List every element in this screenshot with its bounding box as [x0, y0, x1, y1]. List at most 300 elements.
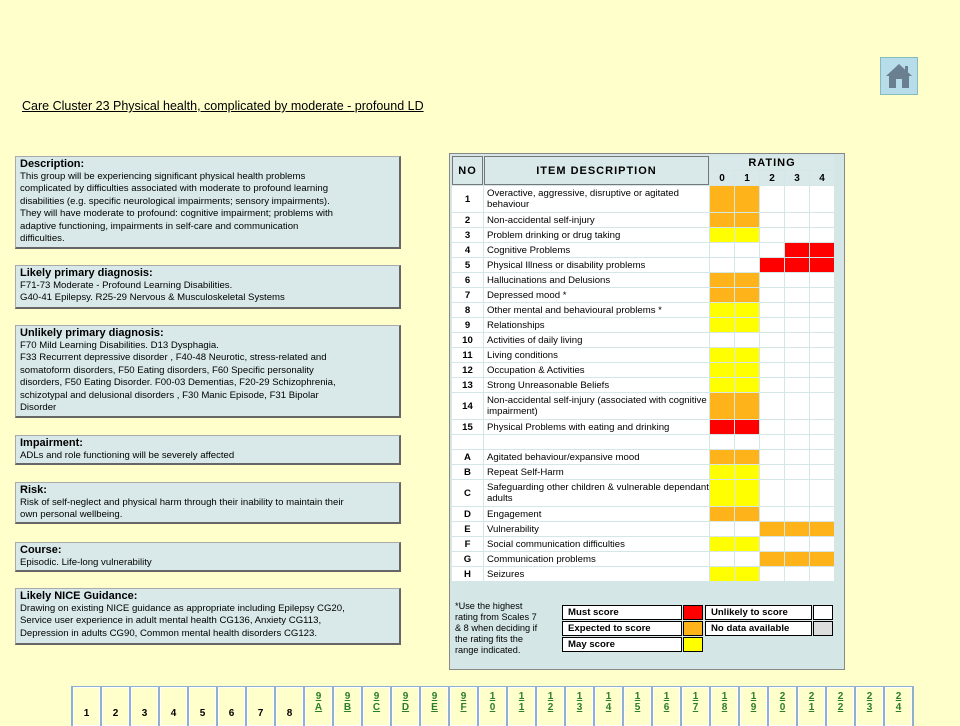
item-description: Physical Illness or disability problems — [484, 258, 709, 272]
rating-cell-yellow — [710, 228, 734, 242]
item-number: D — [452, 507, 483, 521]
nav-link-23[interactable] — [856, 687, 883, 726]
nav-link-bottom: 7 — [692, 702, 699, 713]
nav-link-9F[interactable] — [450, 687, 477, 726]
rating-cell-yellow — [735, 480, 759, 506]
unlikely-diagnosis-box — [15, 325, 401, 418]
box-heading: Likely NICE Guidance: — [20, 590, 138, 602]
rating-level-0: 0 — [710, 171, 734, 185]
nav-link-bottom: 1 — [808, 702, 815, 713]
rating-cell-white — [760, 378, 784, 392]
nav-link-bottom: 0 — [489, 702, 496, 713]
item-description: Physical Problems with eating and drinking — [484, 420, 709, 434]
item-number: G — [452, 552, 483, 566]
rating-cell-white — [735, 522, 759, 536]
cluster-nav-bar — [71, 686, 914, 726]
rating-note: *Use the highest rating from Scales 7 & 8 when deciding if the rating fits the range indicated. — [455, 601, 538, 655]
rating-cell-white — [760, 450, 784, 464]
item-description: Hallucinations and Delusions — [484, 273, 709, 287]
rating-cell-orange — [785, 522, 809, 536]
box-text: This group will be experiencing significant physical health problems complicated by difficulties associated with moderate to profound learning disabilities (e.g. specific neurological impairments; sensory impairments). They will have moderate to profound: cognitive impairment; problems with adaptive functioning, impairments in self-care and communication difficulties. — [20, 171, 334, 245]
nav-link-6[interactable] — [218, 687, 245, 726]
nav-link-19[interactable] — [740, 687, 767, 726]
rating-cell-yellow — [710, 303, 734, 317]
nav-link-label: 7 — [257, 708, 264, 719]
rating-cell-white — [710, 333, 734, 347]
course-box — [15, 542, 401, 572]
rating-cell-white — [810, 420, 834, 434]
nav-link-top: 1 — [663, 691, 670, 702]
rating-cell-white — [710, 435, 734, 449]
rating-cell-yellow — [710, 537, 734, 551]
rating-cell-white — [810, 480, 834, 506]
rating-cell-white — [810, 213, 834, 227]
nav-link-bottom: 3 — [576, 702, 583, 713]
item-description: Problem drinking or drug taking — [484, 228, 709, 242]
nav-link-top: 9 — [402, 691, 409, 702]
rating-cell-orange — [710, 186, 734, 212]
item-number: 7 — [452, 288, 483, 302]
nav-link-bottom: 1 — [518, 702, 525, 713]
nav-link-2[interactable] — [102, 687, 129, 726]
item-description: Cognitive Problems — [484, 243, 709, 257]
table-row — [452, 567, 834, 581]
rating-cell-red — [785, 243, 809, 257]
rating-cell-white — [785, 480, 809, 506]
table-row — [452, 303, 834, 317]
nav-link-9C[interactable] — [363, 687, 390, 726]
box-heading: Likely primary diagnosis: — [20, 267, 153, 279]
nav-link-label: 8 — [286, 708, 293, 719]
box-heading: Risk: — [20, 484, 47, 496]
rating-cell-white — [710, 243, 734, 257]
rating-cell-white — [785, 378, 809, 392]
nav-link-3[interactable] — [131, 687, 158, 726]
rating-cell-orange — [735, 450, 759, 464]
rating-cell-white — [810, 450, 834, 464]
nav-link-top: 2 — [779, 691, 786, 702]
nav-link-8[interactable] — [276, 687, 303, 726]
nav-link-top: 9 — [344, 691, 351, 702]
item-description: Strong Unreasonable Beliefs — [484, 378, 709, 392]
rating-cell-white — [760, 228, 784, 242]
impairment-box — [15, 435, 401, 465]
rating-cell-white — [785, 186, 809, 212]
table-row — [452, 435, 834, 449]
rating-cell-white — [810, 333, 834, 347]
item-number: 3 — [452, 228, 483, 242]
nav-link-bottom: 5 — [634, 702, 641, 713]
rating-cell-orange — [710, 213, 734, 227]
item-number: 14 — [452, 393, 483, 419]
rating-cell-orange — [810, 552, 834, 566]
item-description: Relationships — [484, 318, 709, 332]
rating-cell-yellow — [735, 363, 759, 377]
rating-cell-yellow — [710, 363, 734, 377]
rating-cell-yellow — [735, 303, 759, 317]
rating-cell-white — [810, 435, 834, 449]
nav-link-bottom: 2 — [547, 702, 554, 713]
rating-cell-white — [760, 567, 784, 581]
rating-cell-white — [785, 318, 809, 332]
legend-may: May score — [562, 637, 682, 652]
rating-cell-white — [785, 435, 809, 449]
rating-cell-white — [760, 480, 784, 506]
table-row — [452, 186, 834, 212]
rating-cell-white — [760, 348, 784, 362]
box-text: Drawing on existing NICE guidance as appropriate including Epilepsy CG20, Service user experience in adult mental health CG136, Anxiety CG113, Depression in adults CG90, Common mental health disorders CG123. — [20, 603, 345, 639]
rating-cell-white — [810, 465, 834, 479]
rating-cell-red — [810, 243, 834, 257]
item-description: Living conditions — [484, 348, 709, 362]
risk-box — [15, 482, 401, 524]
nav-link-bottom: 4 — [605, 702, 612, 713]
rating-cell-white — [710, 552, 734, 566]
rating-cell-white — [785, 393, 809, 419]
item-number: 11 — [452, 348, 483, 362]
header-no: NO — [452, 156, 483, 185]
item-number: 13 — [452, 378, 483, 392]
nav-link-top: 1 — [576, 691, 583, 702]
rating-cell-white — [785, 333, 809, 347]
box-text: ADLs and role functioning will be severely affected — [20, 450, 235, 461]
rating-cell-white — [760, 507, 784, 521]
nav-link-top: 9 — [373, 691, 380, 702]
nav-link-13[interactable] — [566, 687, 593, 726]
rating-cell-white — [760, 303, 784, 317]
rating-level-1: 1 — [735, 171, 759, 185]
nav-link-11[interactable] — [508, 687, 535, 726]
header-rating: RATING — [710, 156, 834, 170]
rating-cell-orange — [760, 552, 784, 566]
rating-cell-red — [810, 258, 834, 272]
rating-cell-white — [810, 303, 834, 317]
nav-link-bottom: 9 — [750, 702, 757, 713]
rating-cell-white — [785, 567, 809, 581]
item-description: Occupation & Activities — [484, 363, 709, 377]
legend-expected-swatch — [683, 621, 703, 636]
nav-link-label: 3 — [141, 708, 148, 719]
table-row — [452, 273, 834, 287]
rating-cell-orange — [735, 393, 759, 419]
item-number: 15 — [452, 420, 483, 434]
rating-cell-orange — [760, 522, 784, 536]
nav-link-bottom: 8 — [721, 702, 728, 713]
nav-link-22[interactable] — [827, 687, 854, 726]
table-row — [452, 243, 834, 257]
rating-cell-white — [810, 288, 834, 302]
nav-link-bottom: B — [343, 702, 352, 713]
nav-link-label: 4 — [170, 708, 177, 719]
nav-link-bottom: 4 — [895, 702, 902, 713]
nav-link-label: 6 — [228, 708, 235, 719]
nav-link-top: 1 — [692, 691, 699, 702]
box-heading: Impairment: — [20, 437, 83, 449]
rating-cell-white — [810, 348, 834, 362]
home-icon — [881, 58, 917, 94]
table-row — [452, 393, 834, 419]
rating-cell-white — [810, 378, 834, 392]
nav-link-9E[interactable] — [421, 687, 448, 726]
rating-cell-orange — [735, 288, 759, 302]
item-description: Overactive, aggressive, disruptive or agitated behaviour — [484, 186, 709, 212]
nav-link-9B[interactable] — [334, 687, 361, 726]
rating-level-4: 4 — [810, 171, 834, 185]
rating-cell-white — [810, 318, 834, 332]
legend-must-swatch — [683, 605, 703, 620]
rating-cell-white — [785, 348, 809, 362]
nav-link-14[interactable] — [595, 687, 622, 726]
item-number: C — [452, 480, 483, 506]
table-row — [452, 363, 834, 377]
table-row — [452, 522, 834, 536]
item-description: Activities of daily living — [484, 333, 709, 347]
nav-link-bottom: 2 — [837, 702, 844, 713]
rating-cell-yellow — [710, 465, 734, 479]
table-row — [452, 537, 834, 551]
nav-link-5[interactable] — [189, 687, 216, 726]
nav-link-top: 2 — [895, 691, 902, 702]
rating-cell-white — [810, 363, 834, 377]
item-number: 10 — [452, 333, 483, 347]
nav-link-bottom: A — [314, 702, 323, 713]
nav-link-top: 1 — [605, 691, 612, 702]
rating-cell-white — [810, 507, 834, 521]
rating-cell-white — [785, 450, 809, 464]
legend-unlikely: Unlikely to score — [705, 605, 812, 620]
rating-cell-white — [760, 537, 784, 551]
item-number: A — [452, 450, 483, 464]
item-description: Non-accidental self-injury (associated with cognitive impairment) — [484, 393, 709, 419]
rating-cell-yellow — [710, 348, 734, 362]
box-text: Episodic. Life-long vulnerability — [20, 557, 152, 568]
rating-cell-white — [735, 435, 759, 449]
nav-link-top: 2 — [808, 691, 815, 702]
rating-cell-red — [785, 258, 809, 272]
table-row — [452, 480, 834, 506]
rating-cell-red — [710, 420, 734, 434]
rating-cell-yellow — [735, 348, 759, 362]
nav-link-9D[interactable] — [392, 687, 419, 726]
likely-diagnosis-box — [15, 265, 401, 309]
rating-cell-red — [735, 420, 759, 434]
item-description: Safeguarding other children & vulnerable dependant adults — [484, 480, 709, 506]
item-number: H — [452, 567, 483, 581]
rating-cell-yellow — [710, 567, 734, 581]
nav-link-top: 1 — [634, 691, 641, 702]
nav-link-top: 9 — [315, 691, 322, 702]
nav-link-top: 2 — [866, 691, 873, 702]
rating-cell-white — [760, 333, 784, 347]
rating-cell-yellow — [735, 228, 759, 242]
item-description: Engagement — [484, 507, 709, 521]
description-box — [15, 156, 401, 249]
nav-link-label: 2 — [112, 708, 119, 719]
item-number: 6 — [452, 273, 483, 287]
rating-cell-orange — [710, 393, 734, 419]
rating-cell-white — [735, 333, 759, 347]
rating-cell-white — [810, 273, 834, 287]
rating-cell-orange — [785, 552, 809, 566]
rating-cell-white — [735, 552, 759, 566]
table-row — [452, 258, 834, 272]
item-description: Seizures — [484, 567, 709, 581]
rating-cell-orange — [710, 450, 734, 464]
item-description: Social communication difficulties — [484, 537, 709, 551]
item-number: 9 — [452, 318, 483, 332]
nav-link-9A[interactable] — [305, 687, 332, 726]
rating-cell-white — [810, 567, 834, 581]
rating-table — [451, 155, 835, 582]
nav-link-bottom: E — [431, 702, 438, 713]
rating-cell-yellow — [710, 378, 734, 392]
rating-cell-orange — [735, 273, 759, 287]
box-text: F71-73 Moderate - Profound Learning Disabilities. G40-41 Epilepsy. R25-29 Nervous & Musculoskeletal Systems — [20, 280, 285, 304]
rating-cell-white — [760, 318, 784, 332]
item-number: B — [452, 465, 483, 479]
rating-cell-white — [785, 537, 809, 551]
item-number: 5 — [452, 258, 483, 272]
rating-cell-orange — [810, 522, 834, 536]
rating-level-2: 2 — [760, 171, 784, 185]
rating-cell-white — [760, 465, 784, 479]
rating-cell-white — [785, 213, 809, 227]
rating-cell-white — [810, 186, 834, 212]
item-number: E — [452, 522, 483, 536]
nav-link-17[interactable] — [682, 687, 709, 726]
rating-cell-white — [760, 186, 784, 212]
rating-cell-white — [760, 420, 784, 434]
item-number — [452, 435, 483, 449]
home-button[interactable] — [880, 57, 918, 95]
nav-link-top: 1 — [721, 691, 728, 702]
rating-cell-white — [785, 273, 809, 287]
box-heading: Description: — [20, 158, 85, 170]
rating-cell-yellow — [710, 318, 734, 332]
rating-cell-yellow — [710, 480, 734, 506]
item-number: 2 — [452, 213, 483, 227]
nav-link-label: 5 — [199, 708, 206, 719]
nav-link-20[interactable] — [769, 687, 796, 726]
legend-expected: Expected to score — [562, 621, 682, 636]
rating-cell-white — [785, 228, 809, 242]
item-description — [484, 435, 709, 449]
table-row — [452, 465, 834, 479]
table-row — [452, 507, 834, 521]
table-row — [452, 228, 834, 242]
table-row — [452, 213, 834, 227]
item-description: Other mental and behavioural problems * — [484, 303, 709, 317]
nav-link-top: 1 — [518, 691, 525, 702]
legend-must: Must score — [562, 605, 682, 620]
nav-link-bottom: 0 — [779, 702, 786, 713]
rating-cell-white — [785, 303, 809, 317]
page-title: Care Cluster 23 Physical health, complicated by moderate - profound LD — [22, 99, 424, 113]
table-row — [452, 552, 834, 566]
nav-link-bottom: D — [401, 702, 410, 713]
item-number: 12 — [452, 363, 483, 377]
legend-nodata-swatch — [813, 621, 833, 636]
header-item-description: ITEM DESCRIPTION — [484, 156, 709, 185]
item-description: Repeat Self-Harm — [484, 465, 709, 479]
nav-link-bottom: 3 — [866, 702, 873, 713]
nav-link-24[interactable] — [885, 687, 912, 726]
table-row — [452, 348, 834, 362]
rating-cell-orange — [735, 186, 759, 212]
nav-link-bottom: C — [372, 702, 381, 713]
item-description: Non-accidental self-injury — [484, 213, 709, 227]
nav-link-1[interactable] — [73, 687, 100, 726]
rating-cell-white — [785, 507, 809, 521]
rating-cell-white — [810, 393, 834, 419]
rating-cell-orange — [710, 273, 734, 287]
rating-cell-white — [760, 435, 784, 449]
nav-link-16[interactable] — [653, 687, 680, 726]
box-heading: Unlikely primary diagnosis: — [20, 327, 164, 339]
item-number: 8 — [452, 303, 483, 317]
table-row — [452, 420, 834, 434]
nav-link-top: 9 — [460, 691, 467, 702]
table-row — [452, 378, 834, 392]
rating-cell-yellow — [735, 378, 759, 392]
legend-nodata: No data available — [705, 621, 812, 636]
rating-cell-orange — [710, 507, 734, 521]
item-number: 4 — [452, 243, 483, 257]
rating-cell-white — [735, 243, 759, 257]
rating-cell-yellow — [735, 537, 759, 551]
rating-cell-white — [760, 213, 784, 227]
table-row — [452, 318, 834, 332]
nav-link-bottom: 6 — [663, 702, 670, 713]
rating-cell-yellow — [735, 465, 759, 479]
nav-link-bottom: F — [460, 702, 467, 713]
rating-cell-white — [760, 393, 784, 419]
box-text: Risk of self-neglect and physical harm through their inability to maintain their own personal wellbeing. — [20, 497, 344, 521]
table-row — [452, 288, 834, 302]
nav-link-12[interactable] — [537, 687, 564, 726]
nav-link-18[interactable] — [711, 687, 738, 726]
item-number: F — [452, 537, 483, 551]
nav-link-4[interactable] — [160, 687, 187, 726]
rating-cell-white — [760, 363, 784, 377]
item-description: Vulnerability — [484, 522, 709, 536]
legend-unlikely-swatch — [813, 605, 833, 620]
rating-cell-white — [735, 258, 759, 272]
nav-link-top: 1 — [489, 691, 496, 702]
rating-cell-red — [760, 258, 784, 272]
nav-link-7[interactable] — [247, 687, 274, 726]
rating-cell-orange — [735, 507, 759, 521]
table-row — [452, 333, 834, 347]
item-description: Communication problems — [484, 552, 709, 566]
nice-guidance-box — [15, 588, 401, 645]
nav-link-21[interactable] — [798, 687, 825, 726]
rating-cell-white — [760, 243, 784, 257]
nav-link-top: 9 — [431, 691, 438, 702]
rating-cell-orange — [710, 288, 734, 302]
rating-level-3: 3 — [785, 171, 809, 185]
nav-link-15[interactable] — [624, 687, 651, 726]
rating-cell-white — [710, 258, 734, 272]
nav-link-top: 1 — [750, 691, 757, 702]
rating-cell-yellow — [735, 318, 759, 332]
box-heading: Course: — [20, 544, 62, 556]
rating-cell-white — [710, 522, 734, 536]
rating-cell-white — [785, 420, 809, 434]
rating-cell-white — [760, 273, 784, 287]
rating-cell-white — [810, 228, 834, 242]
nav-link-10[interactable] — [479, 687, 506, 726]
